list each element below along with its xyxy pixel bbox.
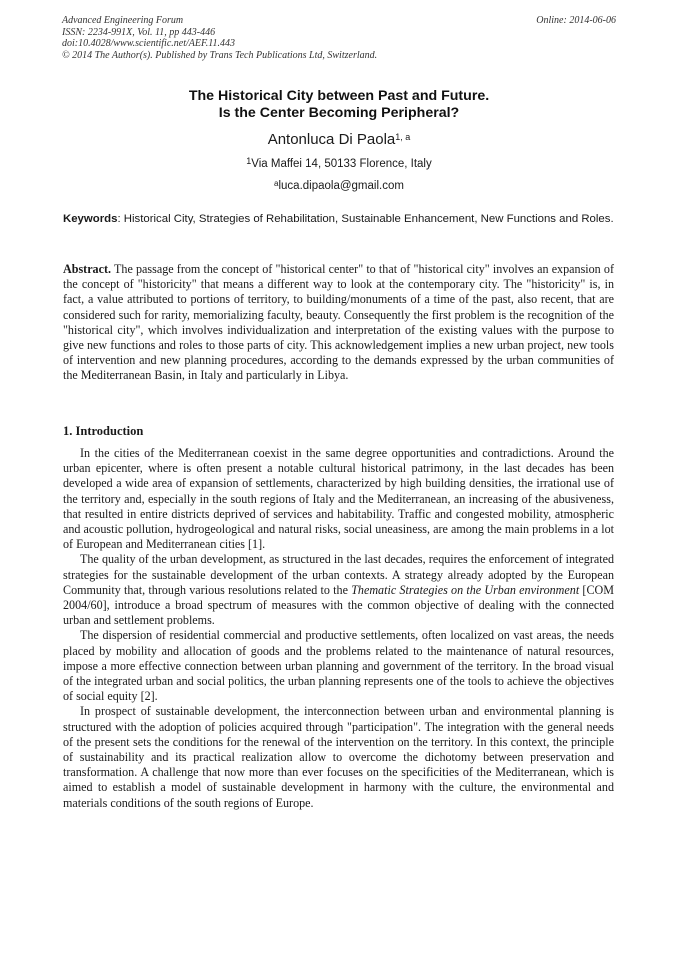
affiliation-superscript: 1 — [246, 156, 252, 166]
paragraph-2-italic: Thematic Strategies on the Urban environment — [351, 582, 580, 597]
email-line — [0, 179, 678, 193]
author-line — [0, 131, 678, 149]
abstract-label: Abstract. — [63, 262, 112, 276]
section-body — [63, 446, 614, 811]
affiliation-text: Via Maffei 14, 50133 Florence, Italy — [251, 158, 432, 170]
author-superscript: 1, a — [395, 132, 411, 142]
issn-line: ISSN: 2234-991X, Vol. 11, pp 443-446 — [62, 26, 216, 38]
abstract-block — [63, 262, 614, 384]
doi-link[interactable]: doi:10.4028/www.scientific.net/AEF.11.443 — [62, 38, 236, 49]
paragraph-2-text-b: [COM 2004/60], introduce a broad spectrum of measures with the common objective of dealing with the connected urban and settlement problems. — [63, 582, 615, 628]
keywords-block — [63, 212, 614, 227]
author-name: Antonluca Di Paola — [267, 131, 396, 148]
title-line-2: Is the Center Becoming Peripheral? — [218, 105, 460, 121]
journal-name: Advanced Engineering Forum — [62, 15, 184, 26]
paragraph-4: In prospect of sustainable development, the interconnection between urban and environmental planning is structured with the adoption of policies acquired through "participation". The integration with the general needs of the present sets the conditions for the renewal of the intervention on the territory. In this context, the principle of sustainability and its practical realization allow to overcome the dichotomy between preservation and transformation. A challenge that now more than ever focuses on the specificities of the Mediterranean, which is aimed to establish a model of sustainable development in harmony with the culture, the environmental and materials conditions of the south regions of Europe. — [63, 704, 614, 810]
title-line-1: The Historical City between Past and Future. — [188, 88, 490, 104]
paragraph-3: The dispersion of residential commercial and productive settlements, often localized on vast areas, the needs placed by mobility and allocation of goods and the problems related to the maintenance of natural resources, impose a more effective connection between urban planning and government of the territory. In the broad visual of the integrated urban and social politics, the urban planning represents one of the tools to achieve the objectives of social equity [2]. — [63, 628, 614, 704]
abstract-text: The passage from the concept of "historical center" to that of "historical city" involves an expansion of the concept of "historicity" that means a different way to look at the contemporary city. The "historicity" is, in fact, a value attributed to portions of territory, to building/monuments of a time of the past, also recent, that are considered such for rarity, memorializing faculty, beauty. Consequently the first problem is the recognition of the "historical city", which involves individualization and interpretation of the existing values with the purpose to give new functions and roles to those parts of city. This acknowledgement implies a new urban project, new tools of intervention and new planning procedures, according to the demands expressed by the urban communities of the Mediterranean Basin, in Italy and particularly in Libya. — [63, 262, 614, 383]
paper-title — [0, 88, 678, 122]
paragraph-2 — [63, 552, 614, 628]
affiliation-line — [0, 157, 678, 171]
keywords-text: : Historical City, Strategies of Rehabilitation, Sustainable Enhancement, New Functions and Roles. — [117, 213, 614, 225]
section-heading: 1. Introduction — [63, 424, 144, 438]
author-email[interactable]: luca.dipaola@gmail.com — [278, 180, 404, 192]
journal-header — [62, 15, 616, 61]
paragraph-2-text-a: The quality of the urban development, as structured in the last decades, requires the enforcement of integrated strategies for the sustainable development of the urban contexts. A strategy already adopted by the European Community that, through various resolutions related to the — [63, 552, 614, 597]
online-date: Online: 2014-06-06 — [536, 15, 616, 26]
copyright-line: © 2014 The Author(s). Published by Trans Tech Publications Ltd, Switzerland. — [62, 49, 378, 61]
keywords-label: Keywords — [63, 213, 118, 225]
email-superscript: a — [274, 179, 279, 188]
paragraph-1: In the cities of the Mediterranean coexist in the same degree opportunities and contradictions. Around the urban epicenter, where is often present a notable cultural historical patrimony, in the last decades has been developed a wide area of expansion of settlements, characterized by high building densities, the irrational use of the territory and, especially in the south regions of Italy and the Mediterranean, an increasing of the abusiveness, that resulted in entire districts deprived of services and habitability. Traffic and congested mobility, atmospheric and acoustic pollution, hydrogeological and natural risks, social uneasiness, are among the main problems in a lot of European and Mediterranean cities [1]. — [63, 446, 614, 552]
